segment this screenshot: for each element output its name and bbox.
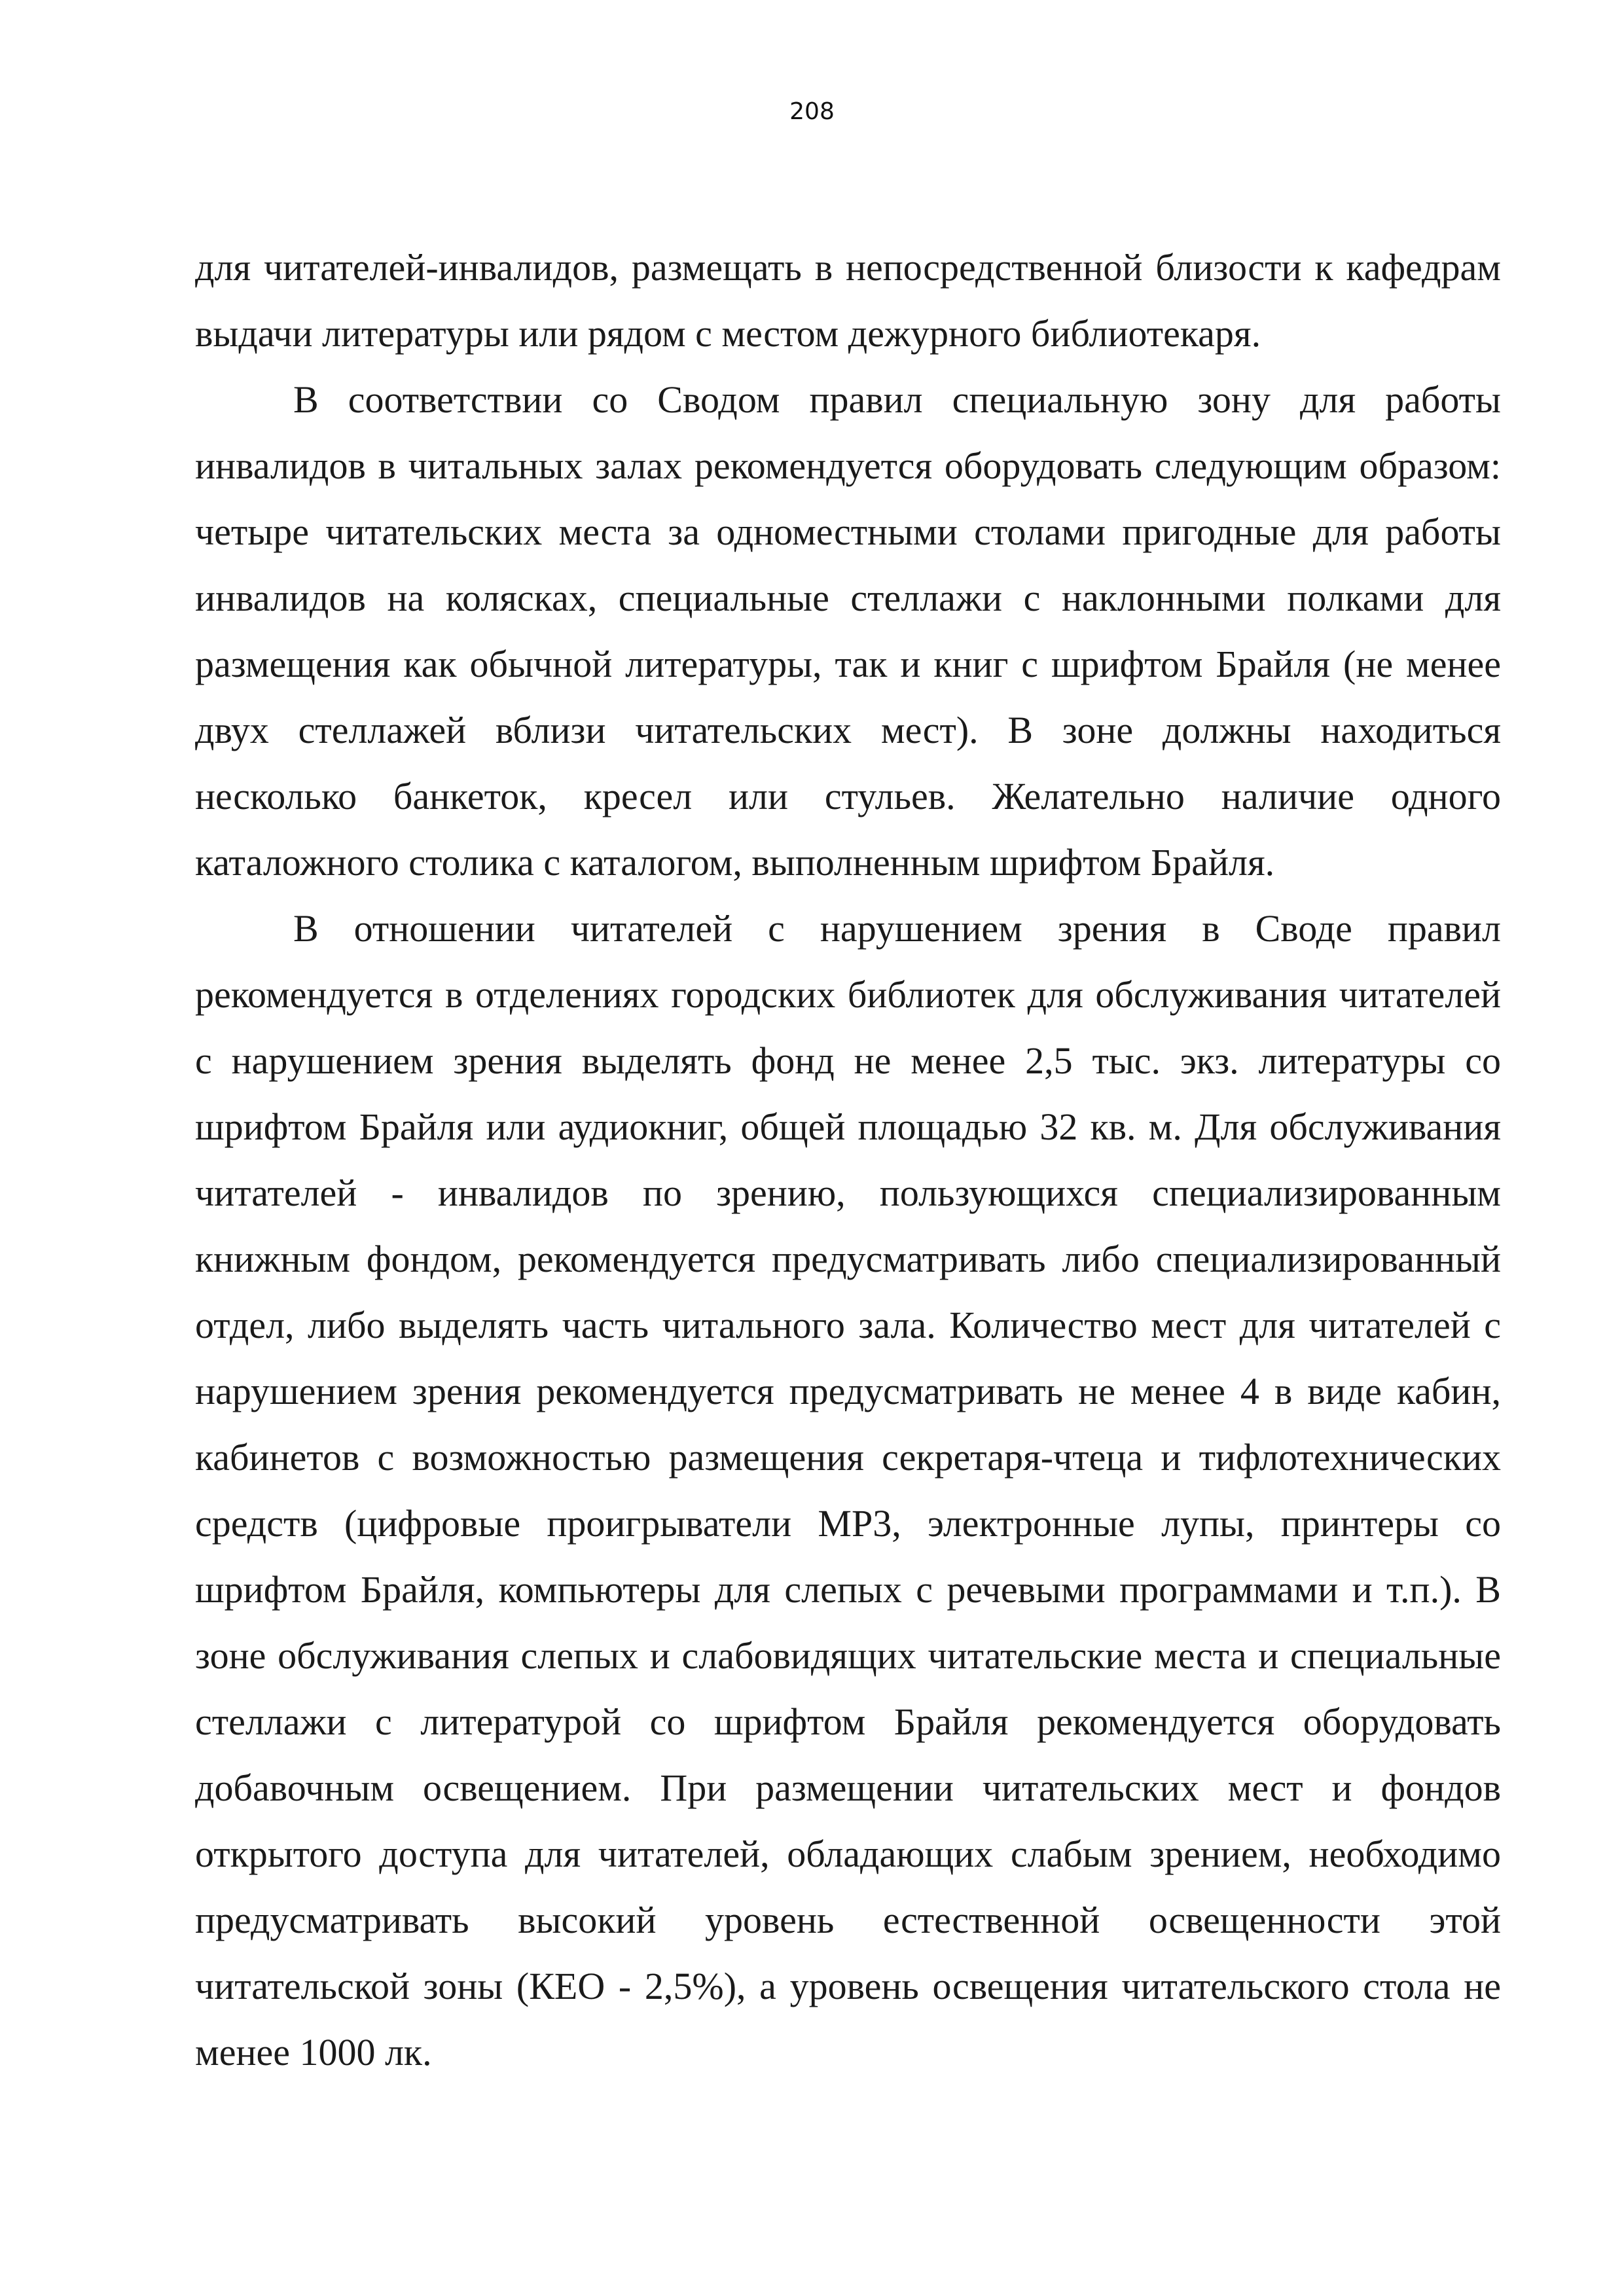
body-text — [195, 234, 1501, 2085]
paragraph-continuation: для читателей-инвалидов, размещать в непосредственной близости к кафедрам выдачи литературы или рядом с местом дежурного библиотекаря. — [195, 246, 1501, 355]
paragraph-reading-zone: В соответствии со Сводом правил специальную зону для работы инвалидов в читальных залах рекомендуется оборудовать следующим образом: четыре читательских места за одноместными столами пригодные для работы инвалидов на колясках, специальные стеллажи с наклонными полками для размещения как обычной литературы, так и книг с шрифтом Брайля (не менее двух стеллажей вблизи читательских мест). В зоне должны находиться несколько банкеток, кресел или стульев. Желательно наличие одного каталожного столика с каталогом, выполненным шрифтом Брайля. — [195, 378, 1501, 884]
paragraph-visual-impairment: В отношении читателей с нарушением зрения в Своде правил рекомендуется в отделениях городских библиотек для обслуживания читателей с нарушением зрения выделять фонд не менее 2,5 тыс. экз. литературы со шрифтом Брайля или аудиокниг, общей площадью 32 кв. м. Для обслуживания читателей - инвалидов по зрению, пользующихся специализированным книжным фондом, рекомендуется предусматривать либо специализированный отдел, либо выделять часть читального зала. Количество мест для читателей с нарушением зрения рекомендуется предусматривать не менее 4 в виде кабин, кабинетов с возможностью размещения секретаря-чтеца и тифлотехнических средств (цифровые проигрыватели МР3, электронные лупы, принтеры со шрифтом Брайля, компьютеры для слепых с речевыми программами и т.п.). В зоне обслуживания слепых и слабовидящих читательские места и специальные стеллажи с литературой со шрифтом Брайля рекомендуется оборудовать добавочным освещением. При размещении читательских мест и фондов открытого доступа для читателей, обладающих слабым зрением, необходимо предусматривать высокий уровень естественной освещенности этой читательской зоны (КЕО - 2,5%), а уровень освещения читательского стола не менее 1000 лк. — [195, 907, 1501, 2073]
page-number: 208 — [789, 98, 835, 125]
